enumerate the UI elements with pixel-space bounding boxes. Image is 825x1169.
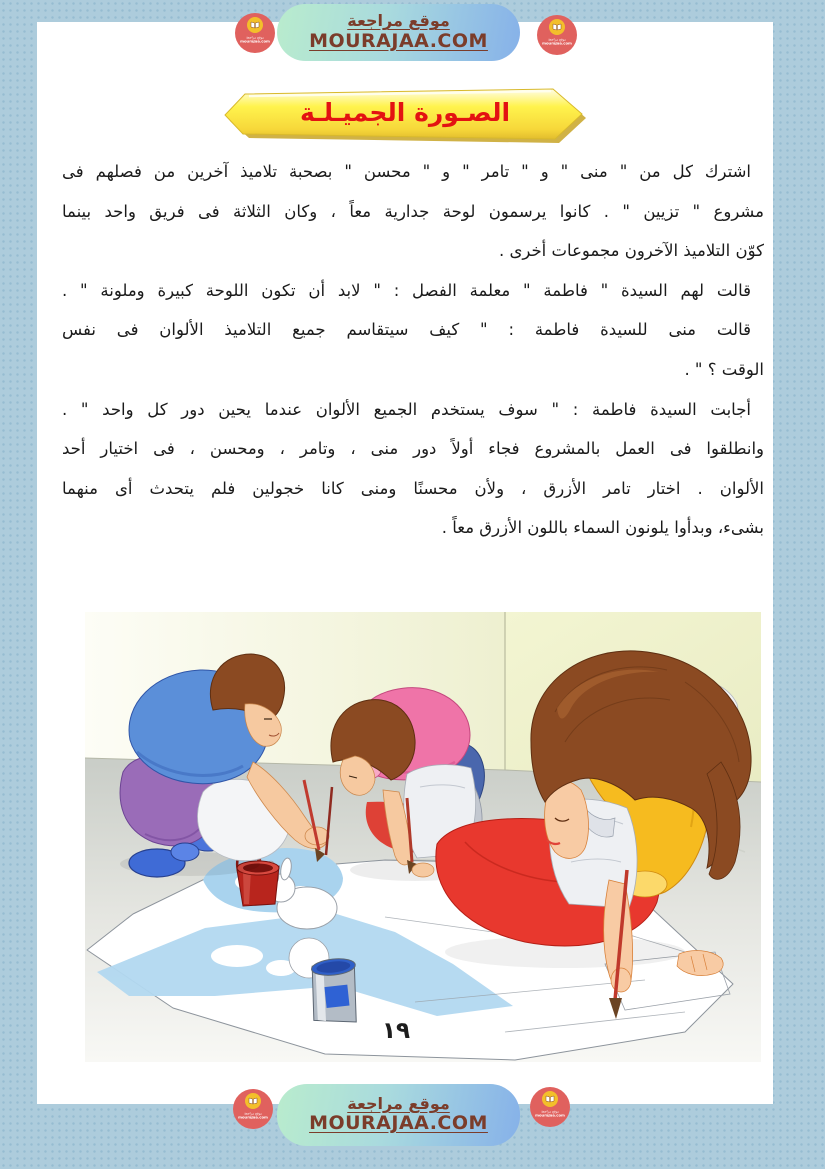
site-name-arabic[interactable]: موقع مراجعة [347, 1093, 450, 1113]
header-site-banner[interactable] [277, 4, 520, 61]
story-line: قالت منى للسيدة فاطمة : " كيف سيتقاسم جميع التلاميذ الألوان فى نفس [62, 320, 751, 340]
badge-url-label: mourajaa.com [535, 1113, 565, 1118]
badge-url-label: mourajaa.com [240, 39, 270, 44]
site-logo-badge [233, 1089, 273, 1129]
story-line: كوّن التلاميذ الآخرون مجموعات أخرى . [498, 241, 764, 261]
badge-arabic-label: موقع مراجعة [244, 1111, 262, 1116]
badge-url-label: mourajaa.com [238, 1115, 268, 1120]
book-icon [247, 17, 263, 33]
site-url[interactable]: MOURAJAA.COM [309, 29, 488, 52]
story-line: وانطلقوا فى العمل بالمشروع فجاء أولاً دور منى ، وتامر ، ومحسن ، فى اختيار أحد [62, 439, 764, 459]
story-text-block [62, 152, 764, 548]
site-logo-badge [235, 13, 275, 53]
book-icon [542, 1091, 558, 1107]
lesson-title-ribbon [223, 86, 587, 144]
footer-site-banner[interactable] [277, 1084, 520, 1146]
site-logo-badge [530, 1087, 570, 1127]
page-title: الصـورة الجميـلـة [299, 97, 511, 127]
story-line: الألوان . اختار تامر الأزرق ، ولأن محسنًا ومنى كانا خجولين فلم يتحدث أى منهما [62, 478, 764, 498]
site-name-arabic[interactable]: موقع مراجعة [347, 11, 450, 31]
story-line: مشروع " تزيين " . كانوا يرسمون لوحة جدارية معاً ، وكان الثلاثة فى فريق واحد بينما [62, 201, 764, 221]
book-icon [245, 1093, 261, 1109]
badge-arabic-label: موقع مراجعة [246, 35, 264, 40]
badge-arabic-label: موقع مراجعة [541, 1109, 559, 1114]
site-logo-badge [537, 15, 577, 55]
story-line: قالت لهم السيدة " فاطمة " معلمة الفصل : " لابد أن تكون اللوحة كبيرة وملونة " . [62, 280, 751, 300]
story-illustration [85, 612, 761, 1062]
page-number: ١٩ [381, 1018, 411, 1044]
badge-url-label: mourajaa.com [542, 41, 572, 46]
blue-paint-bucket [308, 957, 362, 1027]
badge-arabic-label: موقع مراجعة [548, 37, 566, 42]
story-line: الوقت ؟ " . [684, 359, 764, 379]
story-line: أجابت السيدة فاطمة : " سوف يستخدم الجميع الألوان عندما يحين دور كل واحد " . [62, 399, 751, 419]
story-line: بشىء، وبدأوا يلونون السماء باللون الأزرق معاً . [441, 518, 764, 538]
site-url[interactable]: MOURAJAA.COM [309, 1112, 488, 1135]
book-icon [549, 19, 565, 35]
story-line: اشترك كل من " منى " و " تامر " و " محسن " بصحبة تلاميذ آخرين من فصلهم فى [62, 162, 751, 181]
